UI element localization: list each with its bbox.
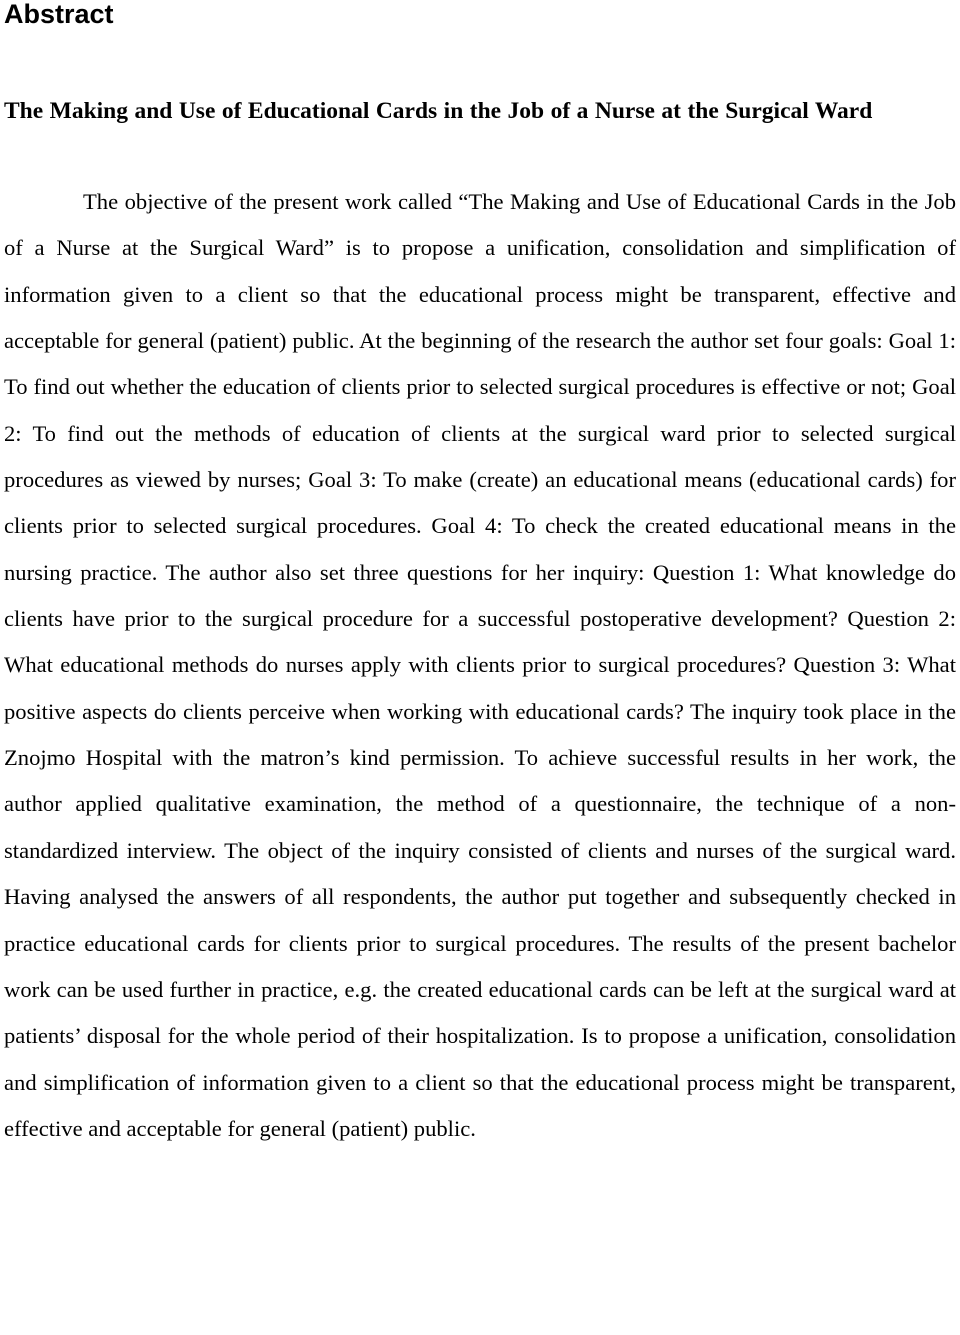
section-heading: Abstract (4, 0, 114, 29)
thesis-title: The Making and Use of Educational Cards in the Job of a Nurse at the Surgical Ward (4, 98, 873, 124)
abstract-paragraph: The objective of the present work called “The Making and Use of Educational Cards in the Job of a Nurse at the Surgical Ward” is to propose a unification, consolidation and simplification of information given to a client so that the educational process might be transparent, effective and acceptable for general (patient) public. At the beginning of the research the author set four goals: Goal 1: To find out whether the education of clients prior to selected surgical procedures is effective or not; Goal 2: To find out the methods of education of clients at the surgical ward prior to selected surgical procedures as viewed by nurses; Goal 3: To make (create) an educational means (educational cards) for clients prior to selected surgical procedures. Goal 4: To check the created educational means in the nursing practice. The author also set three questions for her inquiry: Question 1: What knowledge do clients have prior to the surgical procedure for a successful postoperative development? Question 2: What educational methods do nurses apply with clients prior to surgical procedures? Question 3: What positive aspects do clients perceive when working with educational cards? The inquiry took place in the Znojmo Hospital with the matron’s kind permission. To achieve successful results in her work, the author applied qualitative examination, the method of a questionnaire, the technique of a non-standardized interview. The object of the inquiry consisted of clients and nurses of the surgical ward. Having analysed the answers of all respondents, the author put together and subsequently checked in practice educational cards for clients prior to surgical procedures. The results of the present bachelor work can be used further in practice, e.g. the created educational cards can be left at the surgical ward at patients’ disposal for the whole period of their hospitalization. Is to propose a unification, consolidation and simplification of information given to a client so that the educational process might be transparent, effective and acceptable for general (patient) public. (4, 189, 956, 1141)
